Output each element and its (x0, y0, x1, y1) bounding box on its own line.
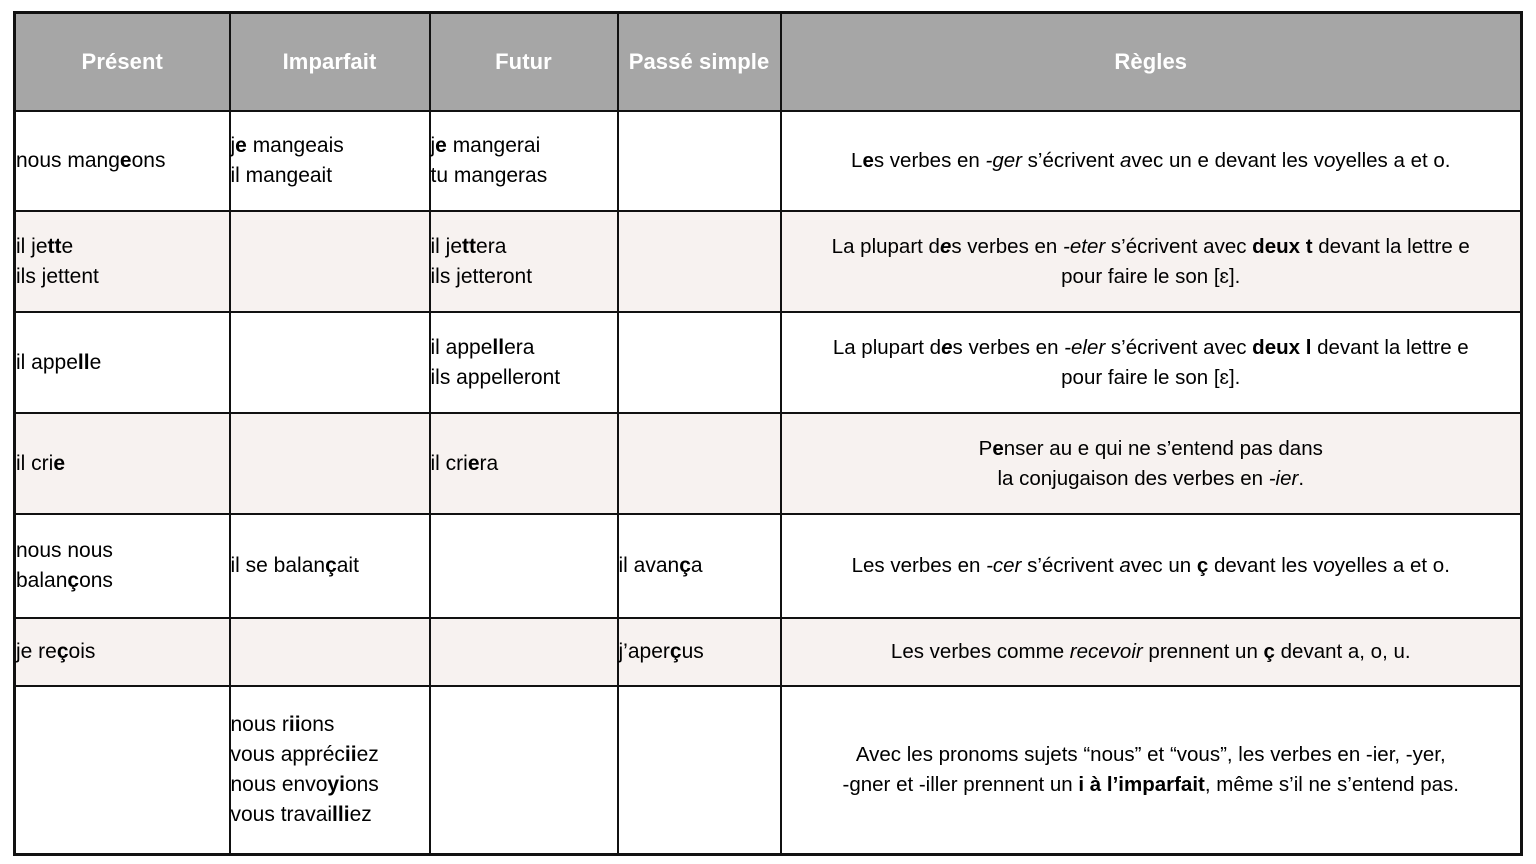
column-header-passe-simple: Passé simple (618, 13, 781, 112)
cell-imparfait: je mangeais il mangeait (230, 111, 430, 211)
table-body (15, 111, 1522, 855)
cell-present: il appelle (15, 312, 230, 413)
column-header-imparfait: Imparfait (230, 13, 430, 112)
cell-imparfait: nous riions vous appréciiez nous envoyions vous travailliez (230, 686, 430, 855)
cell-present (15, 686, 230, 855)
cell-futur (430, 618, 618, 686)
cell-futur: il jettera ils jetteront (430, 211, 618, 312)
cell-regle: Avec les pronoms sujets “nous” et “vous”, les verbes en -ier, -yer, -gner et -iller prennent un i à l’imparfait, même s’il ne s’entend pas. (781, 686, 1522, 855)
table-row (15, 111, 1522, 211)
cell-passe-simple (618, 686, 781, 855)
cell-present: il jette ils jettent (15, 211, 230, 312)
cell-present: nous nous balançons (15, 514, 230, 618)
cell-regle: Penser au e qui ne s’entend pas dans la conjugaison des verbes en -ier. (781, 413, 1522, 514)
cell-passe-simple (618, 413, 781, 514)
cell-regle: La plupart des verbes en -eter s’écrivent avec deux t devant la lettre e pour faire le son [ɛ]. (781, 211, 1522, 312)
cell-imparfait (230, 413, 430, 514)
column-header-futur: Futur (430, 13, 618, 112)
cell-imparfait: il se balançait (230, 514, 430, 618)
cell-regle: La plupart des verbes en -eler s’écrivent avec deux l devant la lettre e pour faire le son [ɛ]. (781, 312, 1522, 413)
cell-futur: il appellera ils appelleront (430, 312, 618, 413)
table-row (15, 312, 1522, 413)
cell-regle: Les verbes en -ger s’écrivent avec un e devant les voyelles a et o. (781, 111, 1522, 211)
cell-passe-simple: il avança (618, 514, 781, 618)
cell-imparfait (230, 312, 430, 413)
cell-passe-simple: j’aperçus (618, 618, 781, 686)
cell-passe-simple (618, 312, 781, 413)
table-row (15, 686, 1522, 855)
cell-present: il crie (15, 413, 230, 514)
cell-regle: Les verbes comme recevoir prennent un ç devant a, o, u. (781, 618, 1522, 686)
column-header-regles: Règles (781, 13, 1522, 112)
table-header (15, 13, 1522, 112)
table-row (15, 413, 1522, 514)
table-row (15, 514, 1522, 618)
cell-present: nous mangeons (15, 111, 230, 211)
cell-present: je reçois (15, 618, 230, 686)
cell-futur (430, 514, 618, 618)
column-header-present: Présent (15, 13, 230, 112)
header-row (15, 13, 1522, 112)
cell-regle: Les verbes en -cer s’écrivent avec un ç devant les voyelles a et o. (781, 514, 1522, 618)
cell-passe-simple (618, 211, 781, 312)
conjugation-rules-table (13, 11, 1523, 856)
cell-futur: il criera (430, 413, 618, 514)
cell-imparfait (230, 618, 430, 686)
cell-futur: je mangerai tu mangeras (430, 111, 618, 211)
cell-passe-simple (618, 111, 781, 211)
cell-imparfait (230, 211, 430, 312)
table-row (15, 211, 1522, 312)
table-row (15, 618, 1522, 686)
cell-futur (430, 686, 618, 855)
